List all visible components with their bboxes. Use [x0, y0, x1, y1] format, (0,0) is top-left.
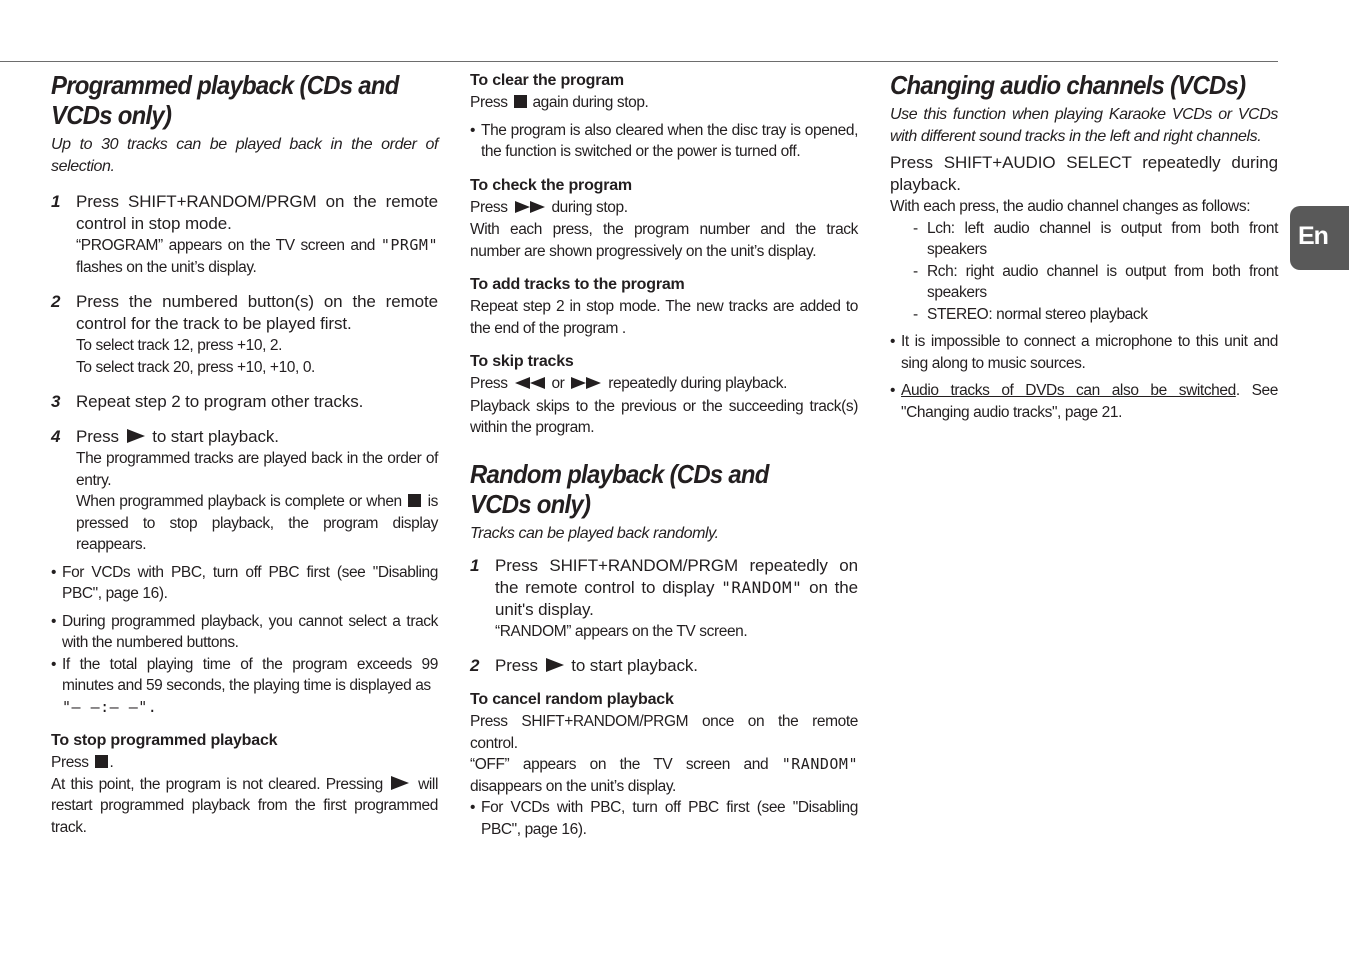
- lcd-random: "RANDOM": [721, 577, 803, 597]
- language-tab: En: [1290, 206, 1349, 270]
- subhead-add-tracks: To add tracks to the program: [470, 276, 685, 293]
- step-instruction: Press the numbered button(s) on the remote control for the track to be played first.: [76, 292, 438, 333]
- play-icon: [546, 658, 564, 672]
- lcd-random: "RANDOM": [781, 755, 858, 773]
- fast-forward-icon: [571, 374, 601, 396]
- add-note: Repeat step 2 in stop mode. The new tracks are added to the end of the program .: [470, 298, 858, 337]
- rewind-icon: [515, 374, 545, 396]
- subhead-skip-tracks: To skip tracks: [470, 353, 574, 370]
- section-subtitle-audio: Use this function when playing Karaoke VCDs or VCDs with different sound tracks in the left and right channels.: [890, 106, 1278, 145]
- section-subtitle-random: Tracks can be played back randomly.: [470, 524, 719, 542]
- check-note: With each press, the program number and the track number are shown progressively on the unit’s display.: [470, 221, 858, 260]
- fast-forward-icon: [515, 198, 545, 220]
- subhead-cancel-random: To cancel random playback: [470, 691, 674, 708]
- cancel-instruction: Press SHIFT+RANDOM/PRGM once on the remote control.: [470, 713, 858, 752]
- step-number: 2: [51, 292, 61, 311]
- step-note: “PROGRAM” appears on the TV screen and "PRGM" flashes on the unit’s display.: [76, 236, 438, 276]
- play-icon: [127, 429, 145, 443]
- step-instruction: Repeat step 2 to program other tracks.: [76, 392, 364, 411]
- step-number: 3: [51, 392, 61, 411]
- step-instruction: Press to start playback.: [76, 427, 279, 446]
- random-step-2: [470, 655, 858, 677]
- lcd-time: "— —:— —".: [62, 697, 158, 716]
- step-1: [51, 191, 438, 278]
- skip-instruction: Press or repeatedly during playback.: [470, 373, 858, 396]
- stop-icon: [95, 755, 108, 768]
- step-number: 1: [51, 192, 61, 211]
- step-3: [51, 391, 438, 413]
- step-2: [51, 291, 438, 378]
- step-4: [51, 426, 438, 556]
- column-audio-channels: [890, 70, 1278, 423]
- audio-tracks-link[interactable]: Audio tracks of DVDs can also be switched: [901, 382, 1236, 399]
- subhead-check-program: To check the program: [470, 176, 632, 194]
- note-bullet: • Audio tracks of DVDs can also be switched. See "Changing audio tracks", page 21.: [890, 382, 1278, 421]
- note-bullet: • During programmed playback, you cannot select a track with the numbered buttons.: [51, 612, 438, 651]
- audio-instruction: Press SHIFT+AUDIO SELECT repeatedly during playback.: [890, 153, 1278, 194]
- stop-icon: [408, 494, 421, 507]
- step-number: 2: [470, 656, 480, 675]
- step-note: When programmed playback is complete or when is pressed to stop playback, the program display reappears.: [76, 493, 438, 553]
- section-title-programmed: Programmed playback (CDs and VCDs only): [51, 70, 399, 130]
- step-instruction: Press to start playback.: [495, 656, 698, 675]
- option-stereo: - STEREO: normal stereo playback: [913, 305, 1148, 323]
- top-rule: [0, 61, 1278, 62]
- skip-note: Playback skips to the previous or the succeeding track(s) within the program.: [470, 397, 858, 436]
- section-title-audio: Changing audio channels (VCDs): [890, 70, 1246, 100]
- audio-intro: With each press, the audio channel changes as follows:: [890, 198, 1251, 215]
- step-number: 1: [470, 555, 480, 575]
- step-note: To select track 12, press +10, 2.: [76, 337, 283, 354]
- stop-instruction: Press .: [51, 754, 114, 771]
- column-programmed-playback: [51, 70, 438, 838]
- lcd-prgm: "PRGM": [380, 236, 438, 254]
- note-bullet: • It is impossible to connect a microphone to this unit and sing along to music sources.: [890, 333, 1278, 372]
- stop-note: At this point, the program is not cleared. Pressing will restart programmed playback from the first programmed track.: [51, 775, 438, 836]
- note-bullet: • For VCDs with PBC, turn off PBC first (see "Disabling PBC", page 16).: [51, 563, 438, 602]
- note-bullet: • For VCDs with PBC, turn off PBC first (see "Disabling PBC", page 16).: [470, 799, 858, 838]
- step-instruction: Press SHIFT+RANDOM/PRGM on the remote control in stop mode.: [76, 192, 438, 233]
- stop-icon: [514, 95, 527, 108]
- subhead-clear-program: To clear the program: [470, 72, 624, 89]
- random-step-1: [470, 555, 858, 643]
- subhead-stop-programmed: To stop programmed playback: [51, 732, 278, 749]
- note-bullet: • The program is also cleared when the disc tray is opened, the function is switched or the power is turned off.: [470, 121, 858, 160]
- step-note: To select track 20, press +10, +10, 0.: [76, 358, 315, 376]
- column-program-tools: [470, 70, 858, 840]
- check-instruction: Press during stop.: [470, 197, 858, 220]
- step-note: The programmed tracks are played back in the order of entry.: [76, 450, 438, 489]
- section-title-random: Random playback (CDs and VCDs only): [470, 458, 769, 519]
- clear-instruction: Press again during stop.: [470, 94, 649, 111]
- cancel-note: “OFF” appears on the TV screen and "RANDOM" disappears on the unit’s display.: [470, 755, 858, 795]
- option-lch: - Lch: left audio channel is output from both front speakers: [913, 219, 1278, 258]
- note-bullet: • If the total playing time of the program exceeds 99 minutes and 59 seconds, the playing time is displayed as "— —:— —".: [51, 655, 438, 716]
- option-rch: - Rch: right audio channel is output from both front speakers: [913, 262, 1278, 301]
- play-icon: [391, 776, 409, 790]
- section-subtitle-programmed: Up to 30 tracks can be played back in the order of selection.: [51, 136, 438, 175]
- step-number: 4: [51, 427, 61, 446]
- step-note: “RANDOM” appears on the TV screen.: [495, 622, 748, 640]
- step-instruction: Press SHIFT+RANDOM/PRGM repeatedly on the remote control to display "RANDOM" on the unit's display.: [495, 555, 858, 619]
